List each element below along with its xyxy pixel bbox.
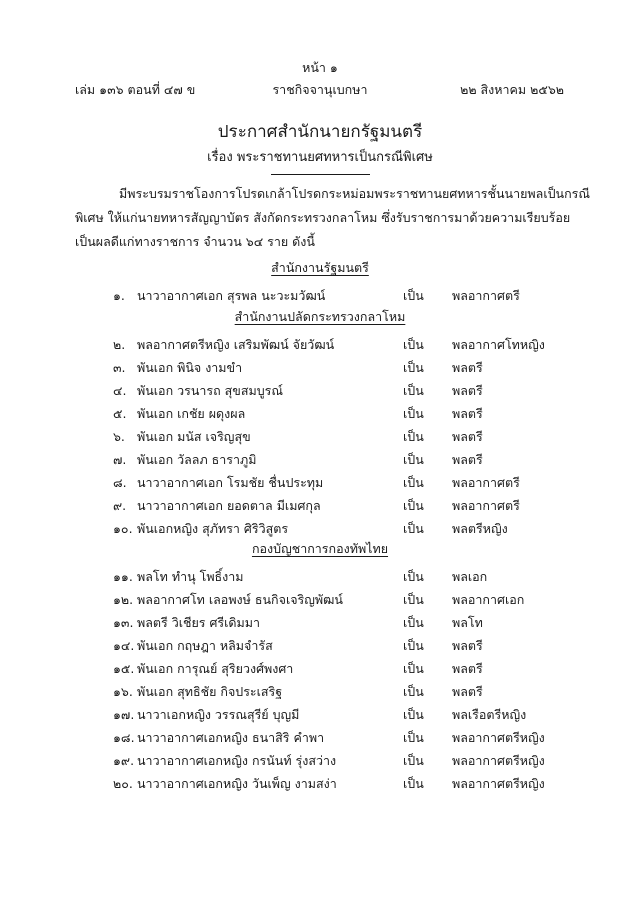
entry-connector: เป็น bbox=[403, 592, 424, 607]
entry-name: พลอากาศโท เลอพงษ์ ธนกิจเจริญพัฒน์ bbox=[137, 592, 343, 607]
entry-name: พลตรี วิเชียร ศรีเดิมมา bbox=[137, 615, 261, 630]
entry-new-rank: พลอากาศเอก bbox=[452, 592, 525, 607]
entry-new-rank: พลเอก bbox=[452, 569, 488, 584]
entry-number: ๗. bbox=[113, 452, 127, 467]
entry-name: นาวาอากาศเอกหญิง ธนาสิริ คำพา bbox=[137, 730, 325, 745]
list-item bbox=[0, 590, 640, 606]
intro-line-1: มีพระบรมราชโองการโปรดเกล้าโปรดกระหม่อมพระราชทานยศทหารชั้นนายพลเป็นกรณี bbox=[119, 186, 590, 201]
entry-number: ๑๘. bbox=[113, 730, 135, 745]
entry-new-rank: พลอากาศตรี bbox=[452, 475, 520, 490]
entry-new-rank: พลตรี bbox=[452, 684, 483, 699]
entry-new-rank: พลอากาศตรี bbox=[452, 288, 520, 303]
entry-number: ๒. bbox=[113, 337, 126, 352]
entry-connector: เป็น bbox=[403, 360, 424, 375]
list-item bbox=[0, 450, 640, 466]
entry-new-rank: พลตรี bbox=[452, 406, 483, 421]
entry-connector: เป็น bbox=[403, 661, 424, 676]
entry-number: ๑๒. bbox=[113, 592, 134, 607]
entry-connector: เป็น bbox=[403, 498, 424, 513]
entry-name: พันเอก มนัส เจริญสุข bbox=[137, 429, 251, 444]
entry-connector: เป็น bbox=[403, 776, 424, 791]
entry-connector: เป็น bbox=[403, 753, 424, 768]
list-item bbox=[0, 728, 640, 744]
entry-name: นาวาอากาศเอก ยอดตาล มีเมศกุล bbox=[137, 498, 321, 513]
publication-date: ๒๒ สิงหาคม ๒๕๖๒ bbox=[460, 82, 564, 97]
entry-new-rank: พลเรือตรีหญิง bbox=[452, 707, 527, 722]
entry-name: นาวาเอกหญิง วรรณสุรีย์ บุญมี bbox=[137, 707, 300, 722]
entry-name: นาวาอากาศเอกหญิง กรนันท์ รุ่งสว่าง bbox=[137, 753, 337, 768]
entry-number: ๔. bbox=[113, 383, 127, 398]
entry-connector: เป็น bbox=[403, 638, 424, 653]
entry-name: พันเอก วัลลภ ธาราภูมิ bbox=[137, 452, 257, 467]
entry-connector: เป็น bbox=[403, 337, 424, 352]
entry-new-rank: พลโท bbox=[452, 615, 483, 630]
entry-new-rank: พลอากาศตรีหญิง bbox=[452, 753, 545, 768]
entry-name: พันเอก สุทธิชัย กิจประเสริฐ bbox=[137, 684, 283, 699]
entry-name: พันเอกหญิง สุภัทรา ศิริวิสูตร bbox=[137, 521, 289, 536]
list-item bbox=[0, 774, 640, 790]
list-item bbox=[0, 636, 640, 652]
entry-number: ๘. bbox=[113, 475, 127, 490]
list-item bbox=[0, 496, 640, 512]
entry-number: ๖. bbox=[113, 429, 125, 444]
list-item bbox=[0, 682, 640, 698]
intro-line-3: เป็นผลดีแก่ทางราชการ จำนวน ๖๔ ราย ดังนี้ bbox=[75, 234, 315, 249]
entry-new-rank: พลตรี bbox=[452, 638, 483, 653]
page-number: หน้า ๑ bbox=[302, 60, 338, 75]
list-item bbox=[0, 427, 640, 443]
list-item bbox=[0, 473, 640, 489]
gazette-name: ราชกิจจานุเบกษา bbox=[272, 82, 368, 97]
entry-new-rank: พลอากาศโทหญิง bbox=[452, 337, 545, 352]
entry-number: ๑๔. bbox=[113, 638, 135, 653]
entry-name: พันเอก เกชัย ผดุงผล bbox=[137, 406, 246, 421]
entry-number: ๑๑. bbox=[113, 569, 133, 584]
entry-number: ๕. bbox=[113, 406, 127, 421]
entry-new-rank: พลอากาศตรีหญิง bbox=[452, 730, 545, 745]
list-item bbox=[0, 519, 640, 535]
list-item bbox=[0, 335, 640, 351]
entry-name: พันเอก พินิจ งามขำ bbox=[137, 360, 243, 375]
entry-name: พลโท ทำนุ โพธิ์งาม bbox=[137, 569, 244, 584]
entry-number: ๒๐. bbox=[113, 776, 133, 791]
entry-new-rank: พลตรี bbox=[452, 452, 483, 467]
entry-name: นาวาอากาศเอกหญิง วันเพ็ญ งามสง่า bbox=[137, 776, 337, 791]
entry-connector: เป็น bbox=[403, 569, 424, 584]
document-title: ประกาศสำนักนายกรัฐมนตรี bbox=[217, 122, 423, 142]
list-item bbox=[0, 381, 640, 397]
entry-connector: เป็น bbox=[403, 406, 424, 421]
entry-connector: เป็น bbox=[403, 615, 424, 630]
list-item bbox=[0, 286, 640, 302]
entry-connector: เป็น bbox=[403, 429, 424, 444]
list-item bbox=[0, 404, 640, 420]
entry-name: พันเอก วรนารถ สุขสมบูรณ์ bbox=[137, 383, 283, 398]
entry-name: นาวาอากาศเอก โรมชัย ชื่นประทุม bbox=[137, 475, 324, 490]
section-heading: กองบัญชาการกองทัพไทย bbox=[251, 541, 389, 556]
entry-connector: เป็น bbox=[403, 475, 424, 490]
entry-new-rank: พลอากาศตรีหญิง bbox=[452, 776, 545, 791]
intro-line-2: พิเศษ ให้แก่นายทหารสัญญาบัตร สังกัดกระทรวงกลาโหม ซึ่งรับราชการมาด้วยความเรียบร้อย bbox=[75, 210, 571, 225]
entry-connector: เป็น bbox=[403, 288, 424, 303]
entry-new-rank: พลตรี bbox=[452, 383, 483, 398]
list-item bbox=[0, 567, 640, 583]
entry-name: พันเอก การุณย์ สุริยวงศ์พงศา bbox=[137, 661, 294, 676]
entry-number: ๑๖. bbox=[113, 684, 133, 699]
entry-number: ๑๐. bbox=[113, 521, 133, 536]
entry-number: ๑๕. bbox=[113, 661, 135, 676]
entry-number: ๑๙. bbox=[113, 753, 135, 768]
entry-name: พลอากาศตรีหญิง เสริมพัฒน์ จัยวัฒน์ bbox=[137, 337, 335, 352]
entry-new-rank: พลตรี bbox=[452, 429, 483, 444]
document-subtitle: เรื่อง พระราชทานยศทหารเป็นกรณีพิเศษ bbox=[207, 150, 433, 165]
entry-connector: เป็น bbox=[403, 684, 424, 699]
list-item bbox=[0, 613, 640, 629]
entry-connector: เป็น bbox=[403, 452, 424, 467]
entry-name: นาวาอากาศเอก สุรพล นะวะมวัฒน์ bbox=[137, 288, 326, 303]
entry-number: ๓. bbox=[113, 360, 126, 375]
section-heading: สำนักงานปลัดกระทรวงกลาโหม bbox=[234, 309, 406, 324]
list-item bbox=[0, 659, 640, 675]
entry-number: ๑๓. bbox=[113, 615, 134, 630]
entry-new-rank: พลตรีหญิง bbox=[452, 521, 508, 536]
list-item bbox=[0, 751, 640, 767]
entry-connector: เป็น bbox=[403, 730, 424, 745]
list-item bbox=[0, 358, 640, 374]
entry-number: ๑๗. bbox=[113, 707, 135, 722]
entry-connector: เป็น bbox=[403, 707, 424, 722]
entry-connector: เป็น bbox=[403, 521, 424, 536]
section-heading: สำนักงานรัฐมนตรี bbox=[271, 260, 369, 275]
entry-name: พันเอก กฤษฎา หลิมจำรัส bbox=[137, 638, 273, 653]
entry-connector: เป็น bbox=[403, 383, 424, 398]
entry-number: ๙. bbox=[113, 498, 127, 513]
volume-issue: เล่ม ๑๓๖ ตอนที่ ๔๗ ข bbox=[75, 82, 196, 97]
entry-new-rank: พลอากาศตรี bbox=[452, 498, 520, 513]
list-item bbox=[0, 705, 640, 721]
entry-new-rank: พลตรี bbox=[452, 661, 483, 676]
entry-number: ๑. bbox=[113, 288, 125, 303]
title-divider bbox=[271, 174, 370, 175]
entry-new-rank: พลตรี bbox=[452, 360, 483, 375]
